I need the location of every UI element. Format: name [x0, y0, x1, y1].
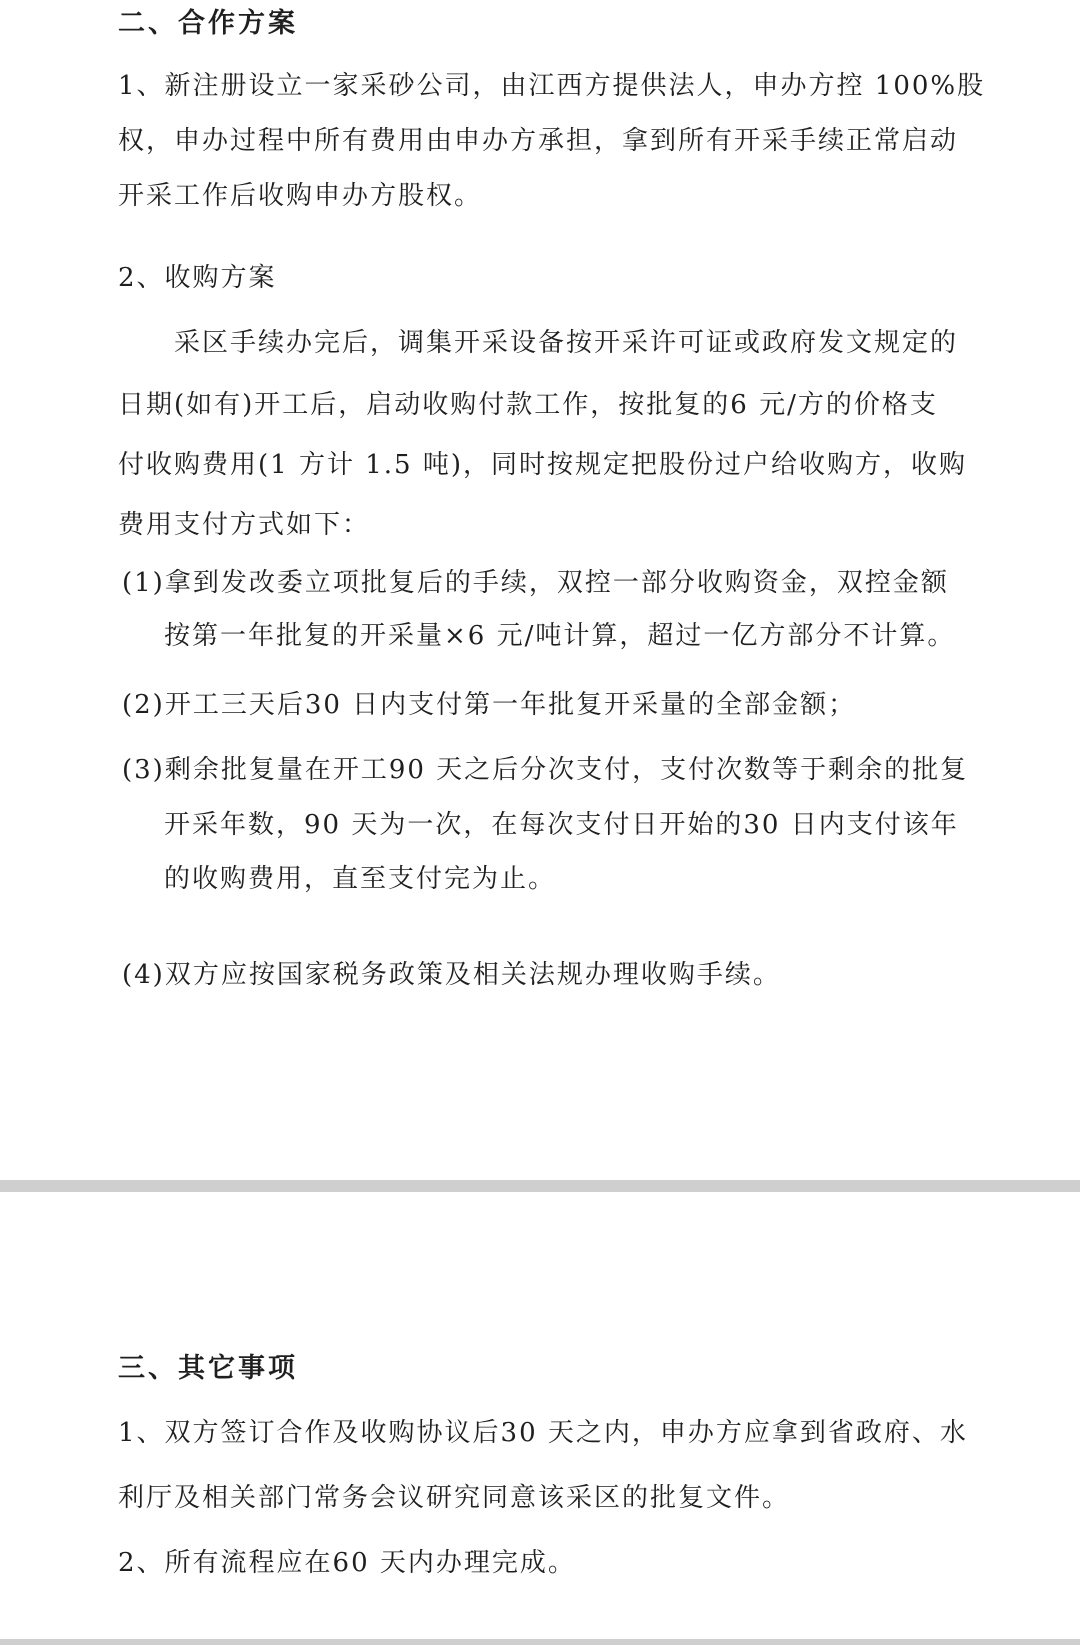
cooperation-item1-line: 1、新注册设立一家采砂公司，由江西方提供法人，申办方控 100%股 [118, 71, 986, 101]
payment-sub-item-1-line: (1)拿到发改委立项批复后的手续，双控一部分收购资金，双控金额 [122, 568, 949, 598]
acquisition-paragraph-line: 费用支付方式如下： [118, 510, 371, 540]
payment-sub-item-3-line: 开采年数，90 天为一次，在每次支付日开始的30 日内支付该年 [164, 810, 959, 840]
page-separator [0, 1180, 1080, 1192]
payment-sub-item-4-line: (4)双方应按国家税务政策及相关法规办理收购手续。 [122, 960, 781, 990]
acquisition-paragraph-line: 采区手续办完后，调集开采设备按开采许可证或政府发文规定的 [174, 328, 959, 358]
cooperation-item1-line: 开采工作后收购申办方股权。 [118, 181, 483, 211]
acquisition-paragraph-line: 日期(如有)开工后，启动收购付款工作，按批复的6 元/方的价格支 [118, 390, 938, 420]
other-item2-line: 2、所有流程应在60 天内办理完成。 [118, 1548, 576, 1578]
other-item1-line: 1、双方签订合作及收购协议后30 天之内，申办方应拿到省政府、水 [118, 1418, 968, 1448]
acquisition-plan-title: 2、收购方案 [118, 263, 277, 293]
payment-sub-item-1-line: 按第一年批复的开采量×6 元/吨计算，超过一亿方部分不计算。 [164, 621, 956, 651]
payment-sub-item-3-line: (3)剩余批复量在开工90 天之后分次支付，支付次数等于剩余的批复 [122, 755, 969, 785]
page-separator-bottom [0, 1639, 1080, 1645]
cooperation-item1-line: 权，申办过程中所有费用由申办方承担，拿到所有开采手续正常启动 [118, 126, 959, 156]
section-heading-cooperation: 二、合作方案 [118, 8, 298, 39]
section-heading-other: 三、其它事项 [118, 1353, 298, 1384]
acquisition-paragraph-line: 付收购费用(1 方计 1.5 吨)，同时按规定把股份过户给收购方，收购 [118, 450, 967, 480]
payment-sub-item-3-line: 的收购费用，直至支付完为止。 [164, 864, 557, 894]
payment-sub-item-2-line: (2)开工三天后30 日内支付第一年批复开采量的全部金额； [122, 690, 857, 720]
other-item1-line: 利厅及相关部门常务会议研究同意该采区的批复文件。 [118, 1483, 791, 1513]
